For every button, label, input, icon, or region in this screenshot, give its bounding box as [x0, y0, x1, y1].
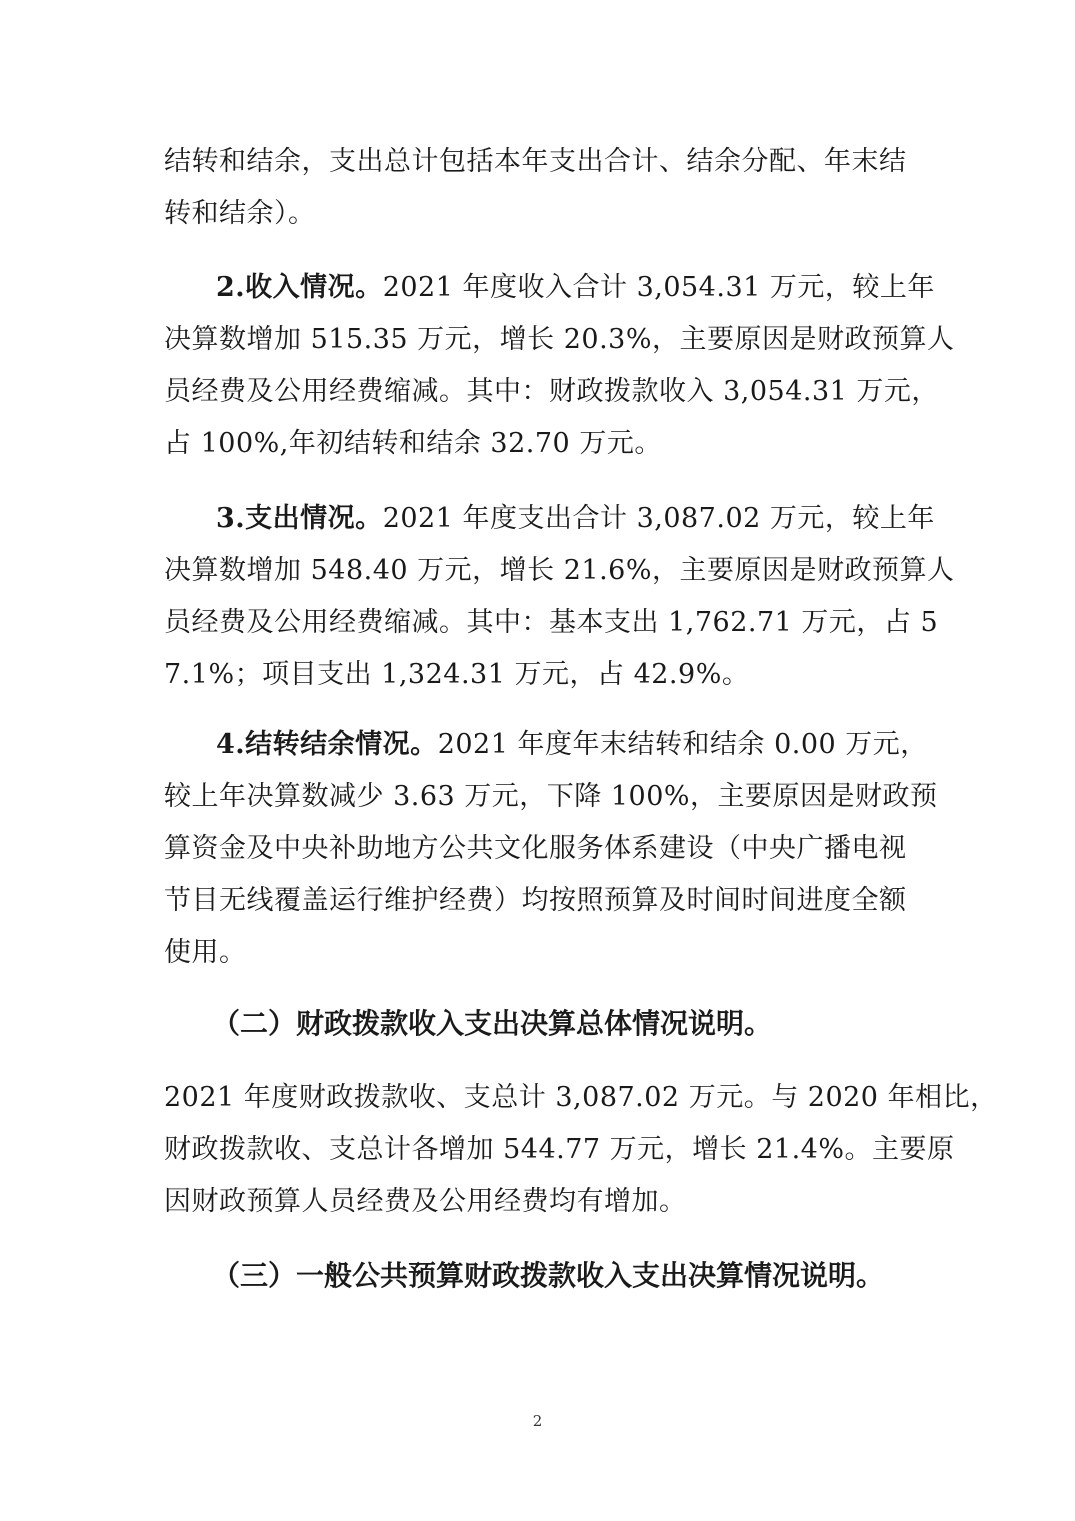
- expenditure-line-2: 决算数增加 548.40 万元，增长 21.6%，主要原因是财政预算人: [164, 555, 955, 586]
- expenditure-line-3: 员经费及公用经费缩减。其中：基本支出 1,762.71 万元，占 5: [164, 607, 939, 638]
- intro-line-2: 转和结余）。: [164, 198, 316, 229]
- intro-line-1: 结转和结余，支出总计包括本年支出合计、结余分配、年末结: [164, 146, 907, 177]
- section-three-heading: （三）一般公共预算财政拨款收入支出决算情况说明。: [212, 1259, 885, 1292]
- income-line-3: 员经费及公用经费缩减。其中：财政拨款收入 3,054.31 万元，: [164, 376, 939, 407]
- carryover-line-4: 节目无线覆盖运行维护经费）均按照预算及时间时间进度全额: [164, 885, 907, 916]
- expenditure-line-4: 7.1%；项目支出 1,324.31 万元，占 42.9%。: [164, 659, 750, 690]
- income-heading: 2.收入情况。: [216, 272, 383, 303]
- section-two-line-1: 2021 年度财政拨款收、支总计 3,087.02 万元。与 2020 年相比，: [164, 1082, 998, 1113]
- expenditure-paragraph-first-line: [216, 502, 935, 536]
- carryover-paragraph-first-line: [216, 728, 928, 762]
- income-first-line-text: 2021 年度收入合计 3,054.31 万元，较上年: [382, 272, 935, 303]
- income-line-4: 占 100%,年初结转和结余 32.70 万元。: [164, 428, 662, 459]
- income-paragraph-first-line: [216, 271, 935, 305]
- page-number: 2: [532, 1412, 543, 1430]
- carryover-line-5: 使用。: [164, 937, 247, 968]
- section-two-heading: （二）财政拨款收入支出决算总体情况说明。: [212, 1007, 773, 1040]
- income-line-2: 决算数增加 515.35 万元，增长 20.3%，主要原因是财政预算人: [164, 324, 955, 355]
- carryover-line-3: 算资金及中央补助地方公共文化服务体系建设（中央广播电视: [164, 833, 907, 864]
- expenditure-heading: 3.支出情况。: [216, 503, 383, 534]
- section-two-line-3: 因财政预算人员经费及公用经费均有增加。: [164, 1186, 687, 1217]
- expenditure-first-line-text: 2021 年度支出合计 3,087.02 万元，较上年: [382, 503, 935, 534]
- section-two-line-2: 财政拨款收、支总计各增加 544.77 万元，增长 21.4%。主要原: [164, 1134, 955, 1165]
- carryover-line-2: 较上年决算数减少 3.63 万元，下降 100%，主要原因是财政预: [164, 781, 938, 812]
- carryover-first-line-text: 2021 年度年末结转和结余 0.00 万元，: [437, 729, 928, 760]
- carryover-heading: 4.结转结余情况。: [216, 729, 438, 760]
